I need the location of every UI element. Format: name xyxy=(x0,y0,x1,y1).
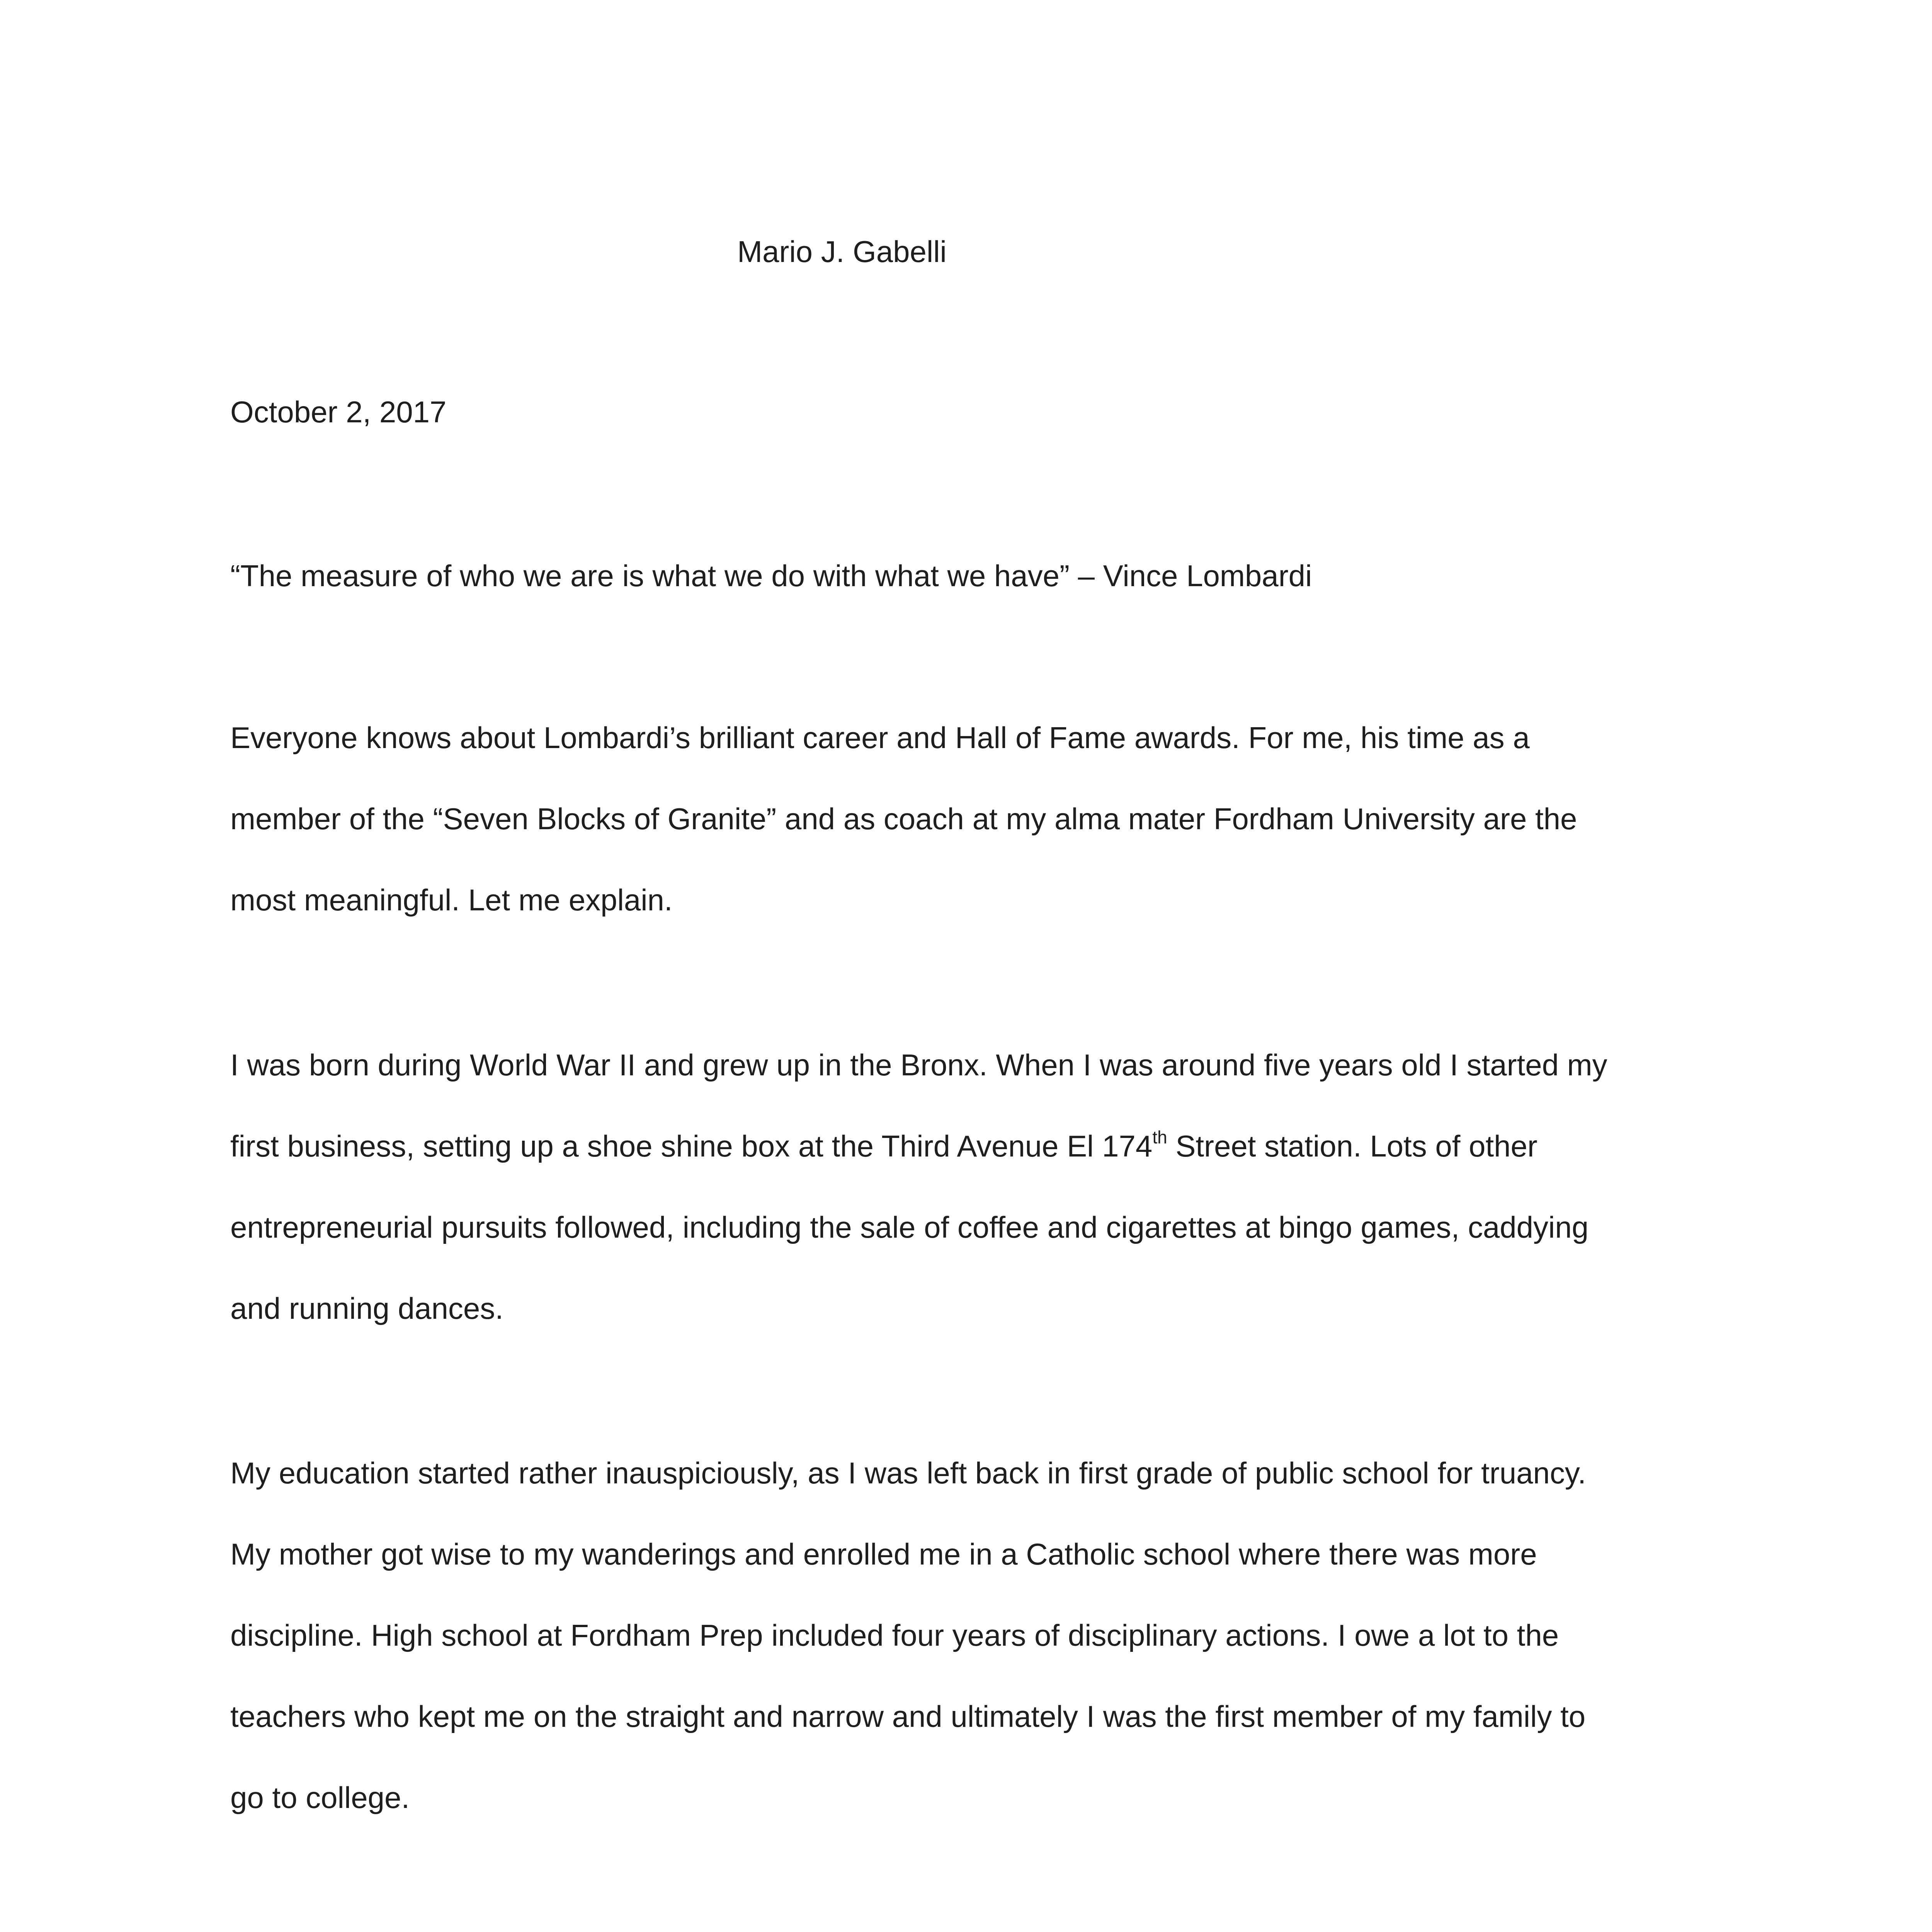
paragraph-line: Everyone knows about Lombardi’s brilliant career and Hall of Fame awards. For me, his time as a xyxy=(230,721,1530,755)
paragraph-line: My mother got wise to my wanderings and enrolled me in a Catholic school where there was more xyxy=(230,1537,1537,1571)
paragraph-line: entrepreneurial pursuits followed, including the sale of coffee and cigarettes at bingo games, caddying xyxy=(230,1210,1589,1244)
paragraph-line: most meaningful. Let me explain. xyxy=(230,883,673,917)
paragraph-line: go to college. xyxy=(230,1781,410,1815)
paragraph-line: member of the “Seven Blocks of Granite” and as coach at my alma mater Fordham University are the xyxy=(230,802,1577,836)
letter-date: October 2, 2017 xyxy=(230,395,447,429)
paragraph-line: I was born during World War II and grew up in the Bronx. When I was around five years old I started my xyxy=(230,1048,1607,1082)
paragraph-line: discipline. High school at Fordham Prep included four years of disciplinary actions. I owe a lot to the xyxy=(230,1618,1559,1652)
paragraph-line: teachers who kept me on the straight and narrow and ultimately I was the first member of my family to xyxy=(230,1699,1586,1733)
paragraph-line-tail: Street station. Lots of other xyxy=(1167,1129,1537,1163)
paragraph-line: My education started rather inauspiciously, as I was left back in first grade of public school for truancy. xyxy=(230,1456,1586,1490)
paragraph-line: and running dances. xyxy=(230,1291,503,1325)
paragraph-line-text: first business, setting up a shoe shine box at the Third Avenue El 174 xyxy=(230,1129,1153,1163)
author-name: Mario J. Gabelli xyxy=(737,235,947,269)
ordinal-suffix: th xyxy=(1152,1127,1167,1147)
paragraph-line xyxy=(230,1127,1537,1163)
epigraph-quote: “The measure of who we are is what we do with what we have” – Vince Lombardi xyxy=(230,559,1312,593)
